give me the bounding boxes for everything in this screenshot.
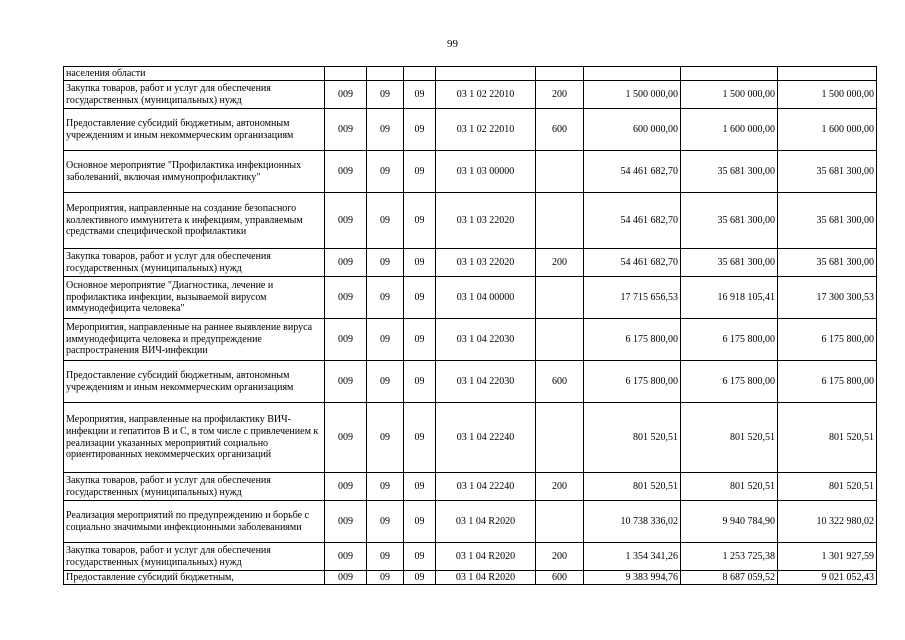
target-item-cell: 03 1 04 22240 [436, 403, 536, 473]
table-row [64, 193, 877, 249]
amount-year2-cell: 16 918 105,41 [681, 277, 778, 319]
target-item-cell: 03 1 03 22020 [436, 249, 536, 277]
subsection-code-cell: 09 [404, 571, 436, 585]
table-row [64, 151, 877, 193]
amount-year2-cell [681, 67, 778, 81]
table-row [64, 403, 877, 473]
section-code-cell: 09 [367, 319, 404, 361]
expense-type-cell [536, 319, 584, 361]
department-code-cell [325, 67, 367, 81]
section-code-cell: 09 [367, 403, 404, 473]
section-code-cell: 09 [367, 109, 404, 151]
section-code-cell: 09 [367, 501, 404, 543]
amount-year3-cell: 9 021 052,43 [778, 571, 877, 585]
table-row [64, 67, 877, 81]
expense-type-cell [536, 193, 584, 249]
page-number: 99 [447, 38, 458, 50]
amount-year1-cell: 54 461 682,70 [584, 151, 681, 193]
department-code-cell: 009 [325, 277, 367, 319]
table-row [64, 249, 877, 277]
expense-type-cell [536, 403, 584, 473]
amount-year2-cell: 6 175 800,00 [681, 361, 778, 403]
amount-year1-cell: 1 354 341,26 [584, 543, 681, 571]
amount-year1-cell: 54 461 682,70 [584, 249, 681, 277]
amount-year1-cell: 9 383 994,76 [584, 571, 681, 585]
amount-year3-cell: 1 500 000,00 [778, 81, 877, 109]
subsection-code-cell: 09 [404, 473, 436, 501]
target-item-cell [436, 67, 536, 81]
row-name-cell: Закупка товаров, работ и услуг для обеспечения государственных (муниципальных) нужд [64, 543, 325, 571]
amount-year1-cell: 6 175 800,00 [584, 361, 681, 403]
subsection-code-cell: 09 [404, 403, 436, 473]
table-row [64, 473, 877, 501]
expense-type-cell [536, 151, 584, 193]
subsection-code-cell: 09 [404, 81, 436, 109]
amount-year3-cell: 1 600 000,00 [778, 109, 877, 151]
row-name-cell: Основное мероприятие "Диагностика, лечение и профилактика инфекции, вызываемой вирусом иммунодефицита человека" [64, 277, 325, 319]
amount-year2-cell: 801 520,51 [681, 403, 778, 473]
budget-table [63, 66, 877, 585]
amount-year1-cell: 10 738 336,02 [584, 501, 681, 543]
department-code-cell: 009 [325, 403, 367, 473]
amount-year1-cell: 17 715 656,53 [584, 277, 681, 319]
amount-year2-cell: 35 681 300,00 [681, 151, 778, 193]
amount-year2-cell: 1 500 000,00 [681, 81, 778, 109]
amount-year3-cell: 1 301 927,59 [778, 543, 877, 571]
row-name-cell: Закупка товаров, работ и услуг для обеспечения государственных (муниципальных) нужд [64, 249, 325, 277]
target-item-cell: 03 1 04 R2020 [436, 571, 536, 585]
subsection-code-cell: 09 [404, 193, 436, 249]
department-code-cell: 009 [325, 319, 367, 361]
section-code-cell: 09 [367, 249, 404, 277]
amount-year2-cell: 35 681 300,00 [681, 193, 778, 249]
expense-type-cell [536, 501, 584, 543]
expense-type-cell [536, 67, 584, 81]
row-name-cell: Закупка товаров, работ и услуг для обеспечения государственных (муниципальных) нужд [64, 473, 325, 501]
amount-year2-cell: 35 681 300,00 [681, 249, 778, 277]
department-code-cell: 009 [325, 151, 367, 193]
subsection-code-cell [404, 67, 436, 81]
row-name-cell: населения области [64, 67, 325, 81]
target-item-cell: 03 1 04 22030 [436, 361, 536, 403]
row-name-cell: Мероприятия, направленные на раннее выявление вируса иммунодефицита человека и предупреждение распространения ВИЧ-инфекции [64, 319, 325, 361]
department-code-cell: 009 [325, 249, 367, 277]
target-item-cell: 03 1 04 22240 [436, 473, 536, 501]
row-name-cell: Мероприятия, направленные на профилактику ВИЧ-инфекции и гепатитов B и C, в том числе с привлечением к реализации указанных мероприятий социально ориентированных некоммерческих организаций [64, 403, 325, 473]
amount-year3-cell: 6 175 800,00 [778, 319, 877, 361]
target-item-cell: 03 1 02 22010 [436, 81, 536, 109]
amount-year2-cell: 8 687 059,52 [681, 571, 778, 585]
section-code-cell: 09 [367, 277, 404, 319]
table-row [64, 361, 877, 403]
section-code-cell: 09 [367, 361, 404, 403]
table-row [64, 109, 877, 151]
expense-type-cell: 200 [536, 249, 584, 277]
expense-type-cell [536, 277, 584, 319]
amount-year2-cell: 1 600 000,00 [681, 109, 778, 151]
amount-year2-cell: 801 520,51 [681, 473, 778, 501]
row-name-cell: Предоставление субсидий бюджетным, [64, 571, 325, 585]
amount-year3-cell: 35 681 300,00 [778, 193, 877, 249]
section-code-cell: 09 [367, 571, 404, 585]
amount-year3-cell: 17 300 300,53 [778, 277, 877, 319]
target-item-cell: 03 1 04 22030 [436, 319, 536, 361]
subsection-code-cell: 09 [404, 319, 436, 361]
table-row [64, 543, 877, 571]
target-item-cell: 03 1 04 00000 [436, 277, 536, 319]
table-row [64, 81, 877, 109]
amount-year1-cell: 1 500 000,00 [584, 81, 681, 109]
amount-year3-cell: 35 681 300,00 [778, 249, 877, 277]
amount-year3-cell: 10 322 980,02 [778, 501, 877, 543]
subsection-code-cell: 09 [404, 361, 436, 403]
department-code-cell: 009 [325, 501, 367, 543]
department-code-cell: 009 [325, 473, 367, 501]
amount-year1-cell: 6 175 800,00 [584, 319, 681, 361]
amount-year1-cell [584, 67, 681, 81]
target-item-cell: 03 1 04 R2020 [436, 543, 536, 571]
subsection-code-cell: 09 [404, 249, 436, 277]
subsection-code-cell: 09 [404, 109, 436, 151]
department-code-cell: 009 [325, 571, 367, 585]
amount-year1-cell: 54 461 682,70 [584, 193, 681, 249]
amount-year3-cell: 801 520,51 [778, 403, 877, 473]
expense-type-cell: 600 [536, 571, 584, 585]
row-name-cell: Реализация мероприятий по предупреждению и борьбе с социально значимыми инфекционными заболеваниями [64, 501, 325, 543]
subsection-code-cell: 09 [404, 501, 436, 543]
expense-type-cell: 600 [536, 361, 584, 403]
target-item-cell: 03 1 04 R2020 [436, 501, 536, 543]
amount-year1-cell: 801 520,51 [584, 473, 681, 501]
department-code-cell: 009 [325, 543, 367, 571]
amount-year2-cell: 9 940 784,90 [681, 501, 778, 543]
amount-year3-cell: 801 520,51 [778, 473, 877, 501]
row-name-cell: Предоставление субсидий бюджетным, автономным учреждениям и иным некоммерческим организациям [64, 361, 325, 403]
amount-year3-cell: 6 175 800,00 [778, 361, 877, 403]
expense-type-cell: 600 [536, 109, 584, 151]
section-code-cell: 09 [367, 473, 404, 501]
department-code-cell: 009 [325, 109, 367, 151]
subsection-code-cell: 09 [404, 151, 436, 193]
amount-year1-cell: 600 000,00 [584, 109, 681, 151]
amount-year3-cell [778, 67, 877, 81]
amount-year3-cell: 35 681 300,00 [778, 151, 877, 193]
table-row [64, 501, 877, 543]
section-code-cell: 09 [367, 543, 404, 571]
row-name-cell: Основное мероприятие "Профилактика инфекционных заболеваний, включая иммунопрофилактику" [64, 151, 325, 193]
table-row [64, 277, 877, 319]
section-code-cell [367, 67, 404, 81]
department-code-cell: 009 [325, 193, 367, 249]
department-code-cell: 009 [325, 81, 367, 109]
table-row [64, 319, 877, 361]
expense-type-cell: 200 [536, 543, 584, 571]
amount-year1-cell: 801 520,51 [584, 403, 681, 473]
subsection-code-cell: 09 [404, 277, 436, 319]
department-code-cell: 009 [325, 361, 367, 403]
target-item-cell: 03 1 02 22010 [436, 109, 536, 151]
target-item-cell: 03 1 03 22020 [436, 193, 536, 249]
row-name-cell: Мероприятия, направленные на создание безопасного коллективного иммунитета к инфекциям, управляемым средствами специфической профилактики [64, 193, 325, 249]
subsection-code-cell: 09 [404, 543, 436, 571]
section-code-cell: 09 [367, 81, 404, 109]
amount-year2-cell: 1 253 725,38 [681, 543, 778, 571]
table-row [64, 571, 877, 585]
section-code-cell: 09 [367, 193, 404, 249]
amount-year2-cell: 6 175 800,00 [681, 319, 778, 361]
row-name-cell: Закупка товаров, работ и услуг для обеспечения государственных (муниципальных) нужд [64, 81, 325, 109]
expense-type-cell: 200 [536, 81, 584, 109]
expense-type-cell: 200 [536, 473, 584, 501]
row-name-cell: Предоставление субсидий бюджетным, автономным учреждениям и иным некоммерческим организациям [64, 109, 325, 151]
section-code-cell: 09 [367, 151, 404, 193]
target-item-cell: 03 1 03 00000 [436, 151, 536, 193]
